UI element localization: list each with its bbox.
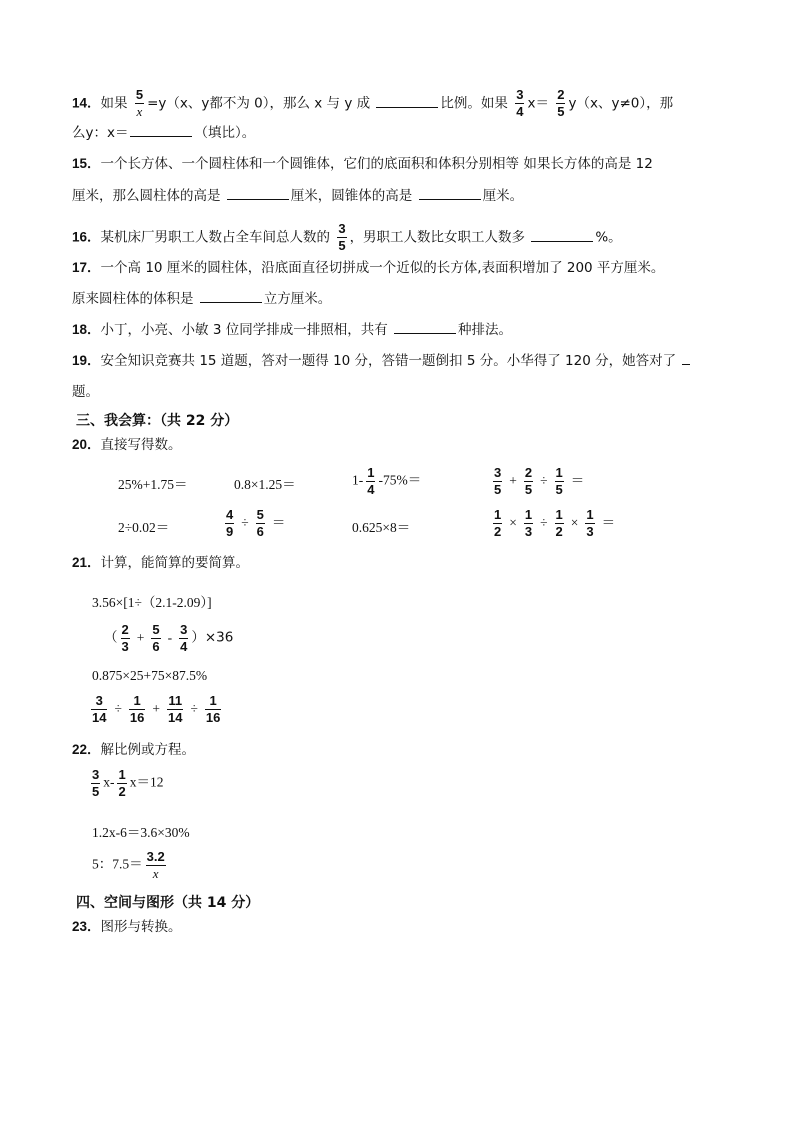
fraction: $\frac{5}{6}$ [152, 622, 160, 654]
question-16 [72, 222, 622, 253]
calc-text: -75%＝ [378, 472, 422, 488]
question-19-line-1 [72, 352, 692, 370]
answer-blank[interactable] [227, 187, 289, 200]
equation-text: x- [103, 774, 115, 790]
question-14-line-2 [72, 124, 255, 142]
calc-item-5: 2÷0.02＝ [118, 520, 170, 535]
question-number: 19． [72, 353, 101, 368]
q17-text-b: 原来圆柱体的体积是 [72, 291, 194, 307]
question-14-line-1 [72, 88, 673, 119]
equation-text: 5：7.5＝ [92, 856, 143, 872]
q14-text-c: 比例。如果 [440, 95, 508, 112]
fraction: $\frac{1}{5}$ [555, 465, 563, 497]
answer-blank[interactable] [682, 352, 690, 365]
question-number: 20． [72, 437, 101, 452]
question-number: 16． [72, 229, 101, 245]
calc-expression-2: （ $\frac{2}{3}$ + $\frac{5}{6}$ - $\frac{3}{4}$ ）×36 [104, 622, 234, 654]
fraction: $\frac{1}{3}$ [524, 507, 533, 539]
q14-text-b: =y（x、y都不为 0），那么 x 与 y 成 [147, 95, 371, 112]
q19-text-a: 安全知识竞赛共 15 道题，答对一题得 10 分，答错一题倒扣 5 分。小华得了 120 分，她答对了 [100, 353, 677, 369]
fraction: $\frac{1}{16}$ [129, 693, 145, 725]
question-number: 21． [72, 555, 101, 570]
fraction: $\frac{3.2}{x}$ [146, 849, 165, 881]
question-number: 23． [72, 919, 101, 934]
fraction: $\frac{3}{14}$ [92, 693, 107, 725]
q17-text-c: 立方厘米。 [263, 291, 332, 307]
fraction: $\frac{3}{4}$ [180, 622, 188, 654]
question-20-title [72, 436, 182, 454]
question-22-title [72, 741, 195, 759]
fraction: $\frac{11}{14}$ [167, 693, 183, 725]
question-15-line-2 [72, 187, 523, 205]
equation-2: 1.2x-6＝3.6×30% [92, 825, 190, 840]
q18-text-b: 种排法。 [458, 322, 512, 338]
q17-text-a: 一个高 10 厘米的圆柱体，沿底面直径切拼成一个近似的长方体,表面积增加了 200 平方厘米。 [100, 260, 665, 276]
question-19-line-2 [72, 383, 99, 401]
calc-item-4: $\frac{3}{5}$ + $\frac{2}{5}$ ÷ $\frac{1}{5}$ ＝ [494, 465, 585, 497]
answer-blank[interactable] [130, 124, 192, 137]
answer-blank[interactable] [419, 187, 481, 200]
fraction: $\frac{1}{16}$ [205, 693, 221, 725]
question-23-title [72, 918, 182, 936]
q14-text-a: 如果 [100, 95, 128, 112]
fraction: $\frac{1}{4}$ [367, 465, 375, 497]
q16-text-a: 某机床厂男职工人数占全车间总人数的 [100, 229, 331, 246]
question-number: 14． [72, 95, 101, 111]
q23-title: 图形与转换。 [100, 919, 182, 935]
fraction: $\frac{3}{5}$ [338, 221, 346, 253]
answer-blank[interactable] [531, 229, 593, 242]
fraction: $\frac{5}{x}$ [135, 87, 144, 119]
question-number: 17． [72, 260, 101, 275]
calc-expression-3: 0.875×25+75×87.5% [92, 668, 208, 683]
q15-text-a: 一个长方体、一个圆柱体和一个圆锥体，它们的底面积和体积分别相等 如果长方体的高是 12 [100, 156, 653, 172]
calc-item-2: 0.8×1.25＝ [234, 477, 296, 492]
question-number: 18． [72, 322, 101, 337]
section-3-heading: 三、我会算：（共 22 分） [76, 413, 239, 429]
q16-text-c: %。 [595, 229, 622, 246]
q15-text-b: 厘米，那么圆柱体的高是 [72, 188, 221, 204]
q16-text-b: ，男职工人数比女职工人数多 [349, 229, 526, 246]
calc-item-3 [352, 466, 421, 497]
q14-text-f: 么y：x＝ [72, 125, 129, 141]
q14-text-d: x＝ [527, 95, 549, 112]
question-15-line-1 [72, 155, 653, 173]
answer-blank[interactable] [376, 95, 438, 108]
q19-text-b: 题。 [72, 384, 99, 400]
question-number: 15． [72, 156, 101, 171]
fraction: $\frac{3}{5}$ [92, 767, 100, 799]
calc-expression-4: $\frac{3}{14}$ ÷ $\frac{1}{16}$ + $\frac{11}{14}$ ÷ $\frac{1}{16}$ [92, 693, 221, 725]
calc-item-7: 0.625×8＝ [352, 520, 411, 535]
fraction: $\frac{1}{3}$ [586, 507, 594, 539]
q18-text-a: 小丁，小亮、小敏 3 位同学排成一排照相，共有 [100, 322, 388, 338]
question-17-line-1 [72, 259, 664, 277]
question-number: 22． [72, 742, 101, 757]
question-21-title [72, 554, 249, 572]
fraction: $\frac{2}{5}$ [557, 87, 565, 119]
q14-text-e: y（x、y≠0），那 [568, 95, 674, 112]
equation-1 [88, 768, 163, 799]
q20-title: 直接写得数。 [100, 437, 182, 453]
calc-item-1: 25%+1.75＝ [118, 477, 188, 492]
q21-title: 计算，能简算的要简算。 [100, 555, 250, 571]
fraction: $\frac{3}{4}$ [516, 87, 524, 119]
calc-item-8: $\frac{1}{2}$ × $\frac{1}{3}$ ÷ $\frac{1}{2}$ × $\frac{1}{3}$ ＝ [494, 507, 616, 539]
q22-title: 解比例或方程。 [100, 742, 196, 758]
fraction: $\frac{1}{2}$ [555, 507, 563, 539]
question-17-line-2 [72, 290, 331, 308]
q15-text-c: 厘米，圆锥体的高是 [290, 188, 413, 204]
section-4-heading: 四、空间与图形（共 14 分） [76, 895, 260, 911]
answer-blank[interactable] [394, 321, 456, 334]
calc-expression-1: 3.56×[1÷（2.1-2.09）] [92, 595, 212, 610]
q15-text-d: 厘米。 [482, 188, 524, 204]
equation-3 [92, 850, 169, 881]
fraction: $\frac{2}{5}$ [524, 465, 533, 497]
calc-item-6: $\frac{4}{9}$ ÷ $\frac{5}{6}$ ＝ [226, 507, 286, 539]
fraction: $\frac{2}{3}$ [121, 622, 129, 654]
equation-text: x＝12 [129, 774, 164, 790]
calc-text: 1- [352, 472, 364, 488]
fraction: $\frac{1}{2}$ [494, 507, 502, 539]
fraction: $\frac{1}{2}$ [118, 767, 126, 799]
question-18 [72, 321, 512, 339]
answer-blank[interactable] [200, 290, 262, 303]
fraction: $\frac{4}{9}$ [226, 507, 234, 539]
q14-text-g: （填比）。 [194, 125, 256, 141]
fraction: $\frac{3}{5}$ [494, 465, 502, 497]
fraction: $\frac{5}{6}$ [256, 507, 264, 539]
